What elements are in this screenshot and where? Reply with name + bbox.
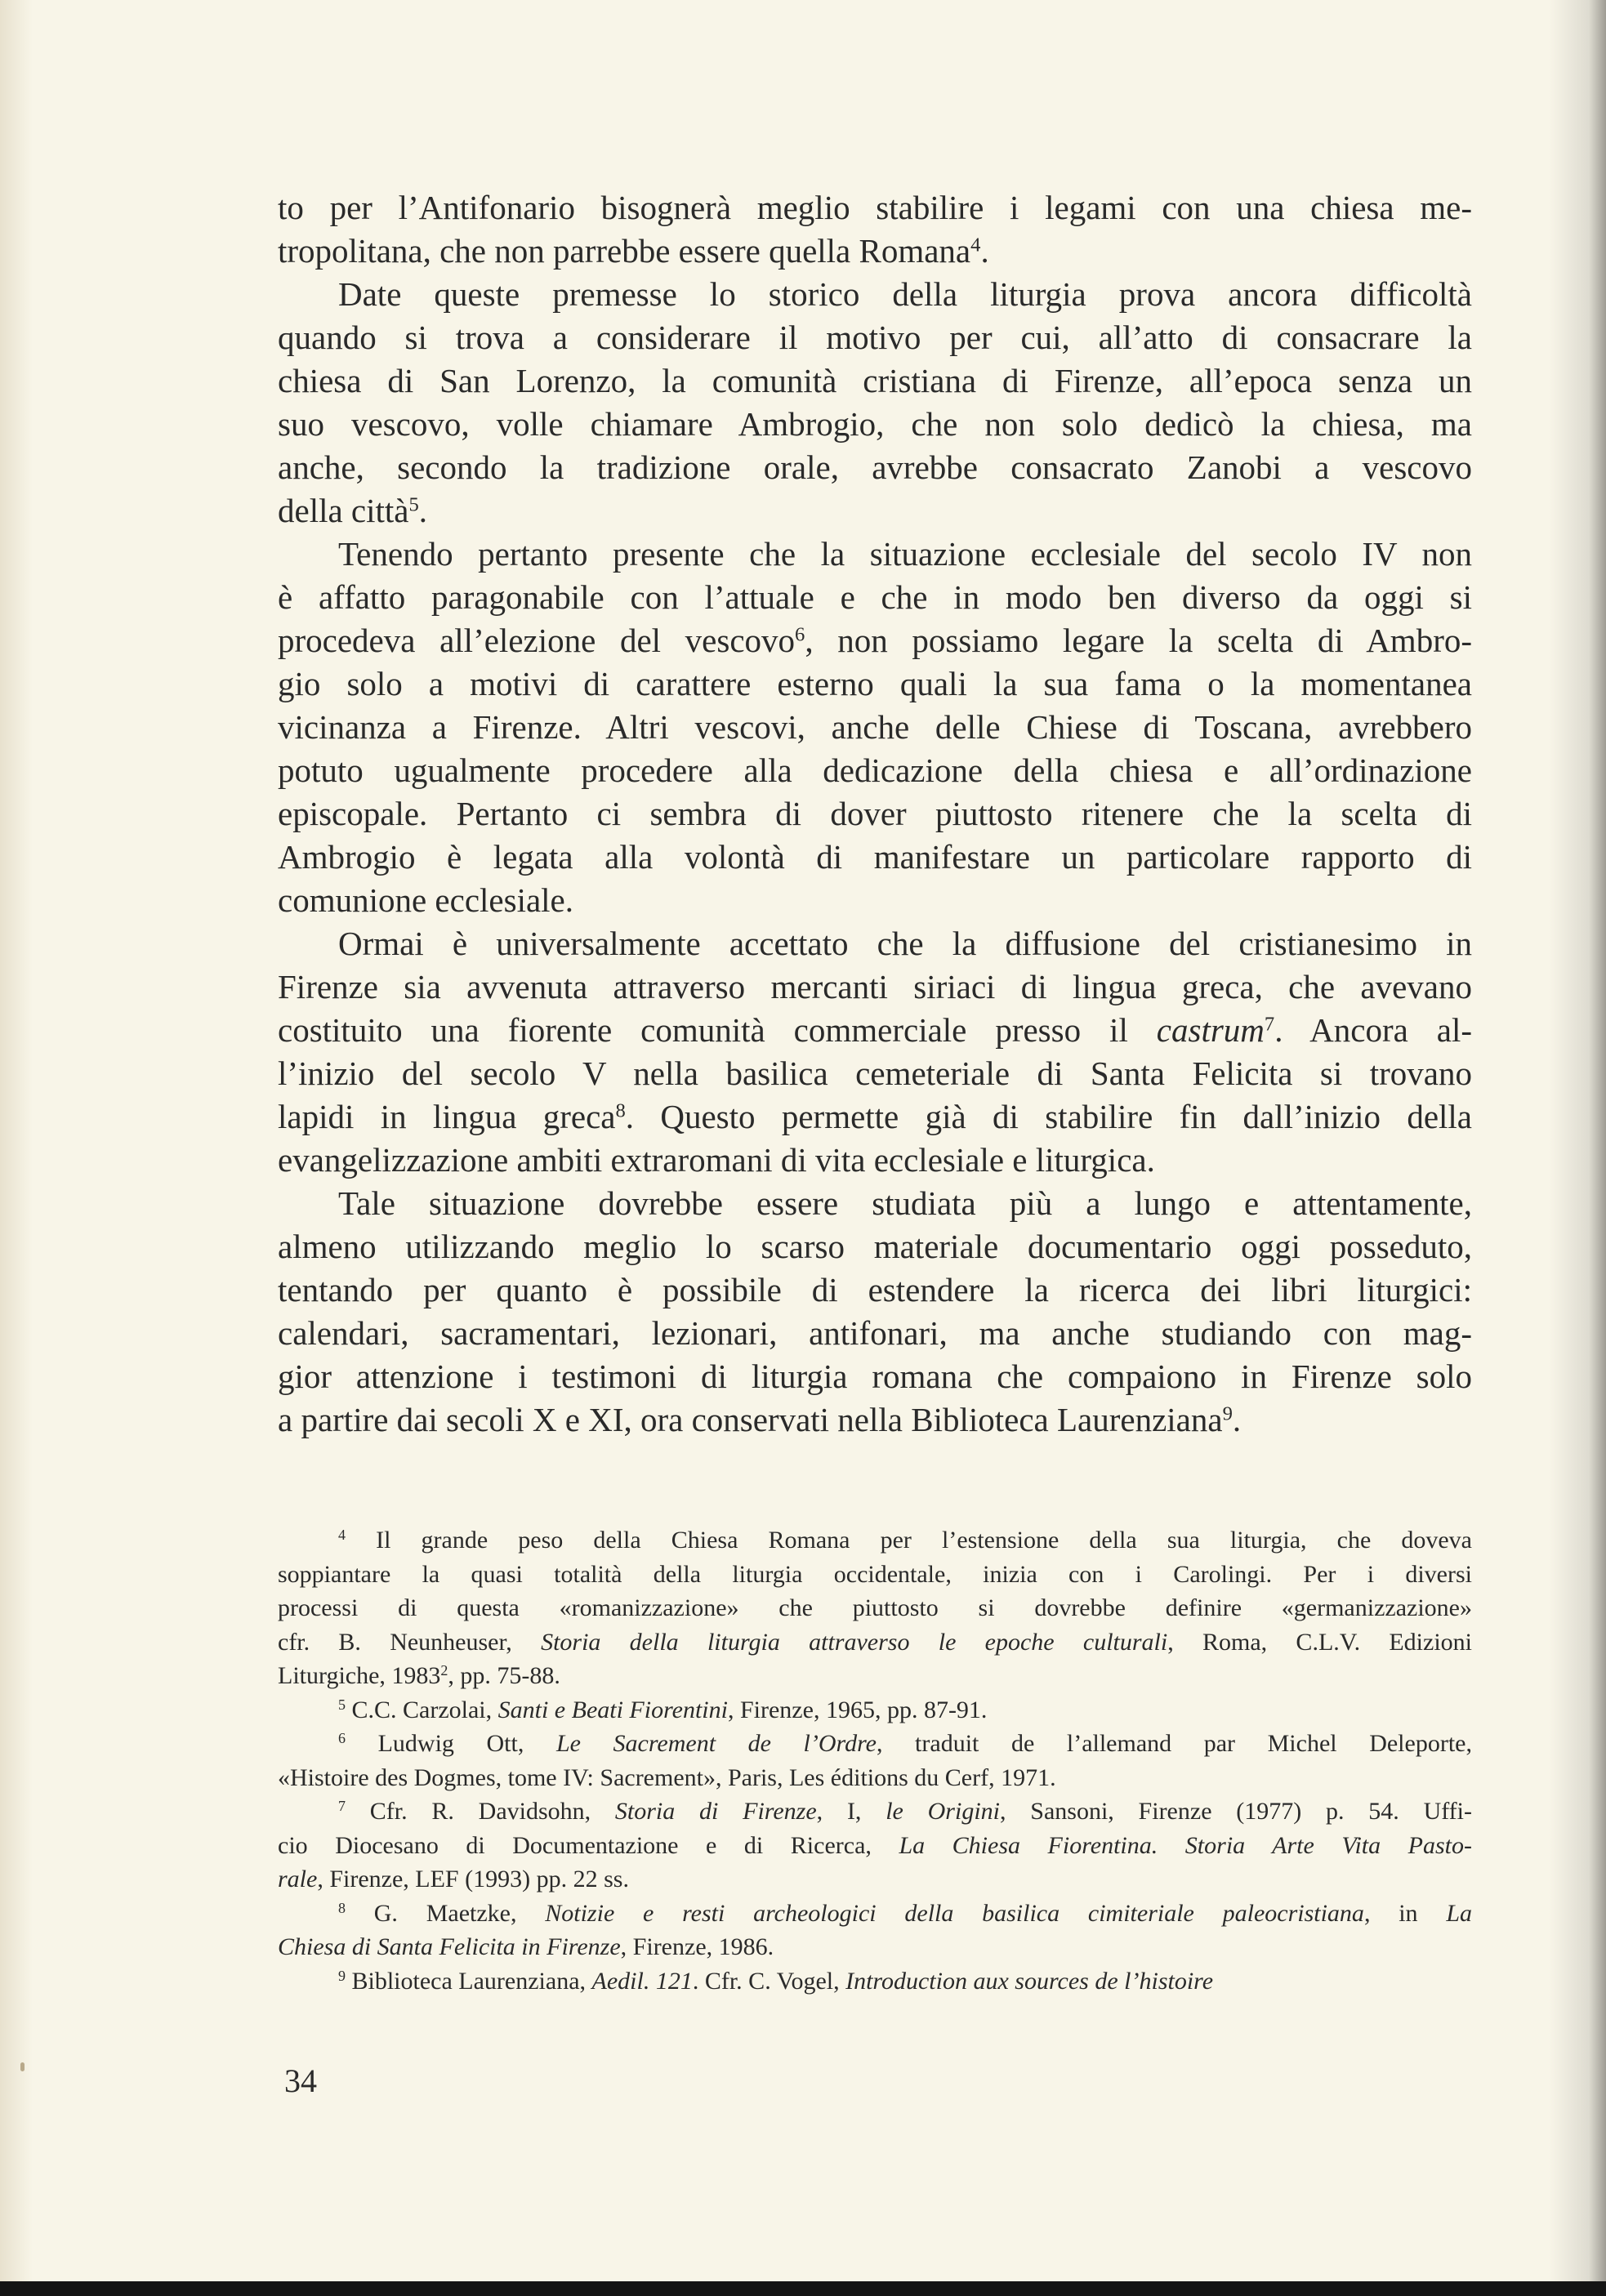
text-run: Tenendo pertanto presente che la situazione ecclesiale del secolo IV non	[338, 535, 1472, 573]
text-run: potuto ugualmente procedere alla dedicazione della chiesa e all’ordinazione	[278, 751, 1472, 789]
text-run: soppiantare la quasi totalità della liturgia occidentale, inizia con i Carolingi. Per i diversi	[278, 1560, 1472, 1588]
text-line	[278, 1591, 1472, 1625]
paragraph	[278, 533, 1472, 922]
footnote-reference: 4	[338, 1527, 346, 1544]
footnote-reference: 8	[338, 1899, 346, 1916]
text-line	[278, 1312, 1472, 1355]
text-run: Liturgiche, 1983	[278, 1662, 441, 1689]
text-run: , Firenze, 1965, pp. 87-91.	[727, 1696, 988, 1723]
text-run: Il grande peso della Chiesa Romana per l’estensione della sua liturgia, che doveva	[346, 1527, 1472, 1554]
text-run: .	[980, 232, 989, 270]
text-run: C.C. Carzolai,	[346, 1696, 498, 1723]
footnote-reference: 9	[338, 1967, 346, 1984]
italic-text: Storia di Firenze	[614, 1798, 817, 1825]
text-run: procedeva all’elezione del vescovo	[278, 622, 796, 659]
italic-text: La Chiesa Fiorentina. Storia Arte Vita Pasto-	[899, 1831, 1472, 1859]
footnote	[278, 1727, 1472, 1794]
text-line	[278, 489, 1472, 533]
text-line	[278, 1794, 1472, 1829]
text-run: , in	[1363, 1899, 1447, 1927]
text-line	[278, 1862, 1472, 1897]
text-line	[278, 403, 1472, 446]
italic-text: Storia della liturgia attraverso le epoche culturali	[541, 1628, 1168, 1656]
text-line	[278, 1523, 1472, 1558]
text-run: to per l’Antifonario bisognerà meglio stabilire i legami con una chiesa me-	[278, 189, 1472, 226]
footnote-reference: 6	[338, 1730, 346, 1747]
page-left-edge	[0, 0, 33, 2281]
text-run: , pp. 75-88.	[448, 1662, 560, 1689]
page-gutter-shadow	[1549, 0, 1606, 2281]
footnote	[278, 1897, 1472, 1964]
italic-text: castrum	[1156, 1011, 1265, 1049]
text-run: costituito una fiorente comunità commerciale presso il	[278, 1011, 1157, 1049]
paragraph	[278, 273, 1472, 533]
text-line	[278, 792, 1472, 836]
text-run: .	[1232, 1401, 1242, 1438]
footnote-reference: 5	[338, 1696, 346, 1713]
italic-text: Santi e Beati Fiorentini	[497, 1696, 728, 1723]
footnote	[278, 1964, 1472, 1999]
text-run: lapidi in lingua greca	[278, 1098, 616, 1135]
italic-text: Le Sacrement de l’Ordre	[555, 1730, 877, 1757]
text-line	[278, 230, 1472, 273]
text-run: gio solo a motivi di carattere esterno quali la sua fama o la momentanea	[278, 665, 1472, 702]
text-line	[278, 1355, 1472, 1398]
text-run: , traduit de l’allemand par Michel Deleporte,	[876, 1730, 1472, 1757]
footnote-reference: 7	[338, 1798, 346, 1815]
text-line	[278, 922, 1472, 965]
text-line	[278, 1761, 1472, 1795]
footnote-reference: 8	[615, 1099, 626, 1122]
text-run: . Questo permette già di stabilire fin dall’inizio della	[625, 1098, 1472, 1135]
text-run: gior attenzione i testimoni di liturgia romana che compaiono in Firenze solo	[278, 1358, 1472, 1395]
text-run: suo vescovo, volle chiamare Ambrogio, che non solo dedicò la chiesa, ma	[278, 405, 1472, 443]
text-run: anche, secondo la tradizione orale, avrebbe consacrato Zanobi a vescovo	[278, 448, 1472, 486]
text-run: Tale situazione dovrebbe essere studiata più a lungo e attentamente,	[338, 1184, 1472, 1222]
text-run: evangelizzazione ambiti extraromani di vita ecclesiale e liturgica.	[278, 1141, 1155, 1179]
footnote-reference: 5	[408, 493, 419, 516]
text-line	[278, 273, 1472, 316]
text-line	[278, 1398, 1472, 1442]
text-run: Date queste premesse lo storico della liturgia prova ancora difficoltà	[338, 275, 1472, 313]
paragraph	[278, 1182, 1472, 1442]
text-run: l’inizio del secolo V nella basilica cemeteriale di Santa Felicita si trovano	[278, 1054, 1472, 1092]
italic-text: La	[1446, 1899, 1472, 1927]
text-run: della città	[278, 492, 409, 529]
footnote	[278, 1794, 1472, 1897]
text-line	[278, 1964, 1472, 1999]
text-line	[278, 965, 1472, 1009]
text-run: . Ancora al-	[1274, 1011, 1472, 1049]
text-run: cfr. B. Neunheuser,	[278, 1628, 542, 1656]
text-line	[278, 1897, 1472, 1931]
text-run: , Firenze, 1986.	[620, 1933, 774, 1960]
text-line	[278, 316, 1472, 359]
italic-text: le Origini	[886, 1798, 1000, 1825]
footnote-reference: 7	[1264, 1013, 1275, 1036]
paragraph	[278, 186, 1472, 273]
text-run: , non possiamo legare la scelta di Ambro-	[805, 622, 1473, 659]
footnote-reference: 4	[970, 234, 981, 256]
footnote-reference: 2	[440, 1662, 448, 1679]
text-run: chiesa di San Lorenzo, la comunità cristiana di Firenze, all’epoca senza un	[278, 362, 1472, 399]
text-line	[278, 879, 1472, 922]
text-run: , Sansoni, Firenze (1977) p. 54. Uffi-	[1000, 1798, 1473, 1825]
text-line	[278, 186, 1472, 230]
text-line	[278, 1930, 1472, 1964]
text-line	[278, 706, 1472, 749]
text-line	[278, 619, 1472, 662]
text-run: tropolitana, che non parrebbe essere quella Romana	[278, 232, 971, 270]
page-number: 34	[284, 2062, 317, 2099]
text-line	[278, 1829, 1472, 1863]
text-line	[278, 749, 1472, 792]
footnotes	[278, 1523, 1472, 1998]
text-line	[278, 1693, 1472, 1728]
text-run: . Cfr. C. Vogel,	[692, 1967, 846, 1995]
footnote-reference: 9	[1222, 1402, 1233, 1425]
text-run: Biblioteca Laurenziana,	[346, 1967, 592, 1995]
text-run: calendari, sacramentari, lezionari, antifonari, ma anche studiando con mag-	[278, 1314, 1472, 1352]
text-run: comunione ecclesiale.	[278, 881, 573, 919]
text-line	[278, 1659, 1472, 1693]
scan-bottom-border	[0, 2281, 1606, 2296]
text-run: , Roma, C.L.V. Edizioni	[1167, 1628, 1472, 1656]
text-run: episcopale. Pertanto ci sembra di dover piuttosto ritenere che la scelta di	[278, 795, 1472, 832]
text-line	[278, 836, 1472, 879]
text-line	[278, 1139, 1472, 1182]
text-run: .	[418, 492, 428, 529]
text-run: Ormai è universalmente accettato che la diffusione del cristianesimo in	[338, 925, 1472, 962]
text-line	[278, 576, 1472, 619]
italic-text: Notizie e resti archeologici della basilica cimiteriale paleocristiana	[545, 1899, 1364, 1927]
text-run: Firenze sia avvenuta attraverso mercanti siriaci di lingua greca, che avevano	[278, 968, 1472, 1005]
text-line	[278, 446, 1472, 489]
text-run: , Firenze, LEF (1993) pp. 22 ss.	[317, 1866, 629, 1893]
text-run: cio Diocesano di Documentazione e di Ricerca,	[278, 1831, 899, 1859]
text-line	[278, 1009, 1472, 1052]
text-run: G. Maetzke,	[346, 1899, 546, 1927]
italic-text: Chiesa di Santa Felicita in Firenze	[278, 1933, 621, 1960]
footnote-reference: 6	[795, 623, 805, 646]
footnote	[278, 1523, 1472, 1693]
body-text	[278, 186, 1472, 1442]
text-line	[278, 1225, 1472, 1268]
text-run: a partire dai secoli X e XI, ora conservati nella Biblioteca Laurenziana	[278, 1401, 1223, 1438]
text-run: «Histoire des Dogmes, tome IV: Sacrement», Paris, Les éditions du Cerf, 1971.	[278, 1763, 1056, 1791]
text-run: , I,	[816, 1798, 886, 1825]
text-run: Cfr. R. Davidsohn,	[346, 1798, 615, 1825]
text-line	[278, 1268, 1472, 1312]
italic-text: rale	[278, 1866, 318, 1893]
text-line	[278, 1727, 1472, 1761]
paragraph	[278, 922, 1472, 1182]
text-run: è affatto paragonabile con l’attuale e che in modo ben diverso da oggi si	[278, 578, 1472, 616]
italic-text: Aedil. 121	[591, 1967, 693, 1995]
text-run: Ambrogio è legata alla volontà di manifestare un particolare rapporto di	[278, 838, 1472, 876]
text-line	[278, 1052, 1472, 1095]
text-run: processi di questa «romanizzazione» che piuttosto si dovrebbe definire «germanizzazione»	[278, 1594, 1472, 1621]
text-run: vicinanza a Firenze. Altri vescovi, anche delle Chiese di Toscana, avrebbero	[278, 708, 1472, 746]
paper-speck	[20, 2062, 25, 2071]
text-line	[278, 1625, 1472, 1660]
text-run: quando si trova a considerare il motivo per cui, all’atto di consacrare la	[278, 319, 1472, 356]
text-line	[278, 1095, 1472, 1139]
text-line	[278, 359, 1472, 403]
text-run: almeno utilizzando meglio lo scarso materiale documentario oggi posseduto,	[278, 1228, 1472, 1265]
text-line	[278, 1558, 1472, 1592]
text-run: Ludwig Ott,	[346, 1730, 556, 1757]
text-run: tentando per quanto è possibile di estendere la ricerca dei libri liturgici:	[278, 1271, 1472, 1308]
text-line	[278, 662, 1472, 706]
footnote	[278, 1693, 1472, 1728]
text-line	[278, 1182, 1472, 1225]
italic-text: Introduction aux sources de l’histoire	[845, 1967, 1214, 1995]
text-line	[278, 533, 1472, 576]
